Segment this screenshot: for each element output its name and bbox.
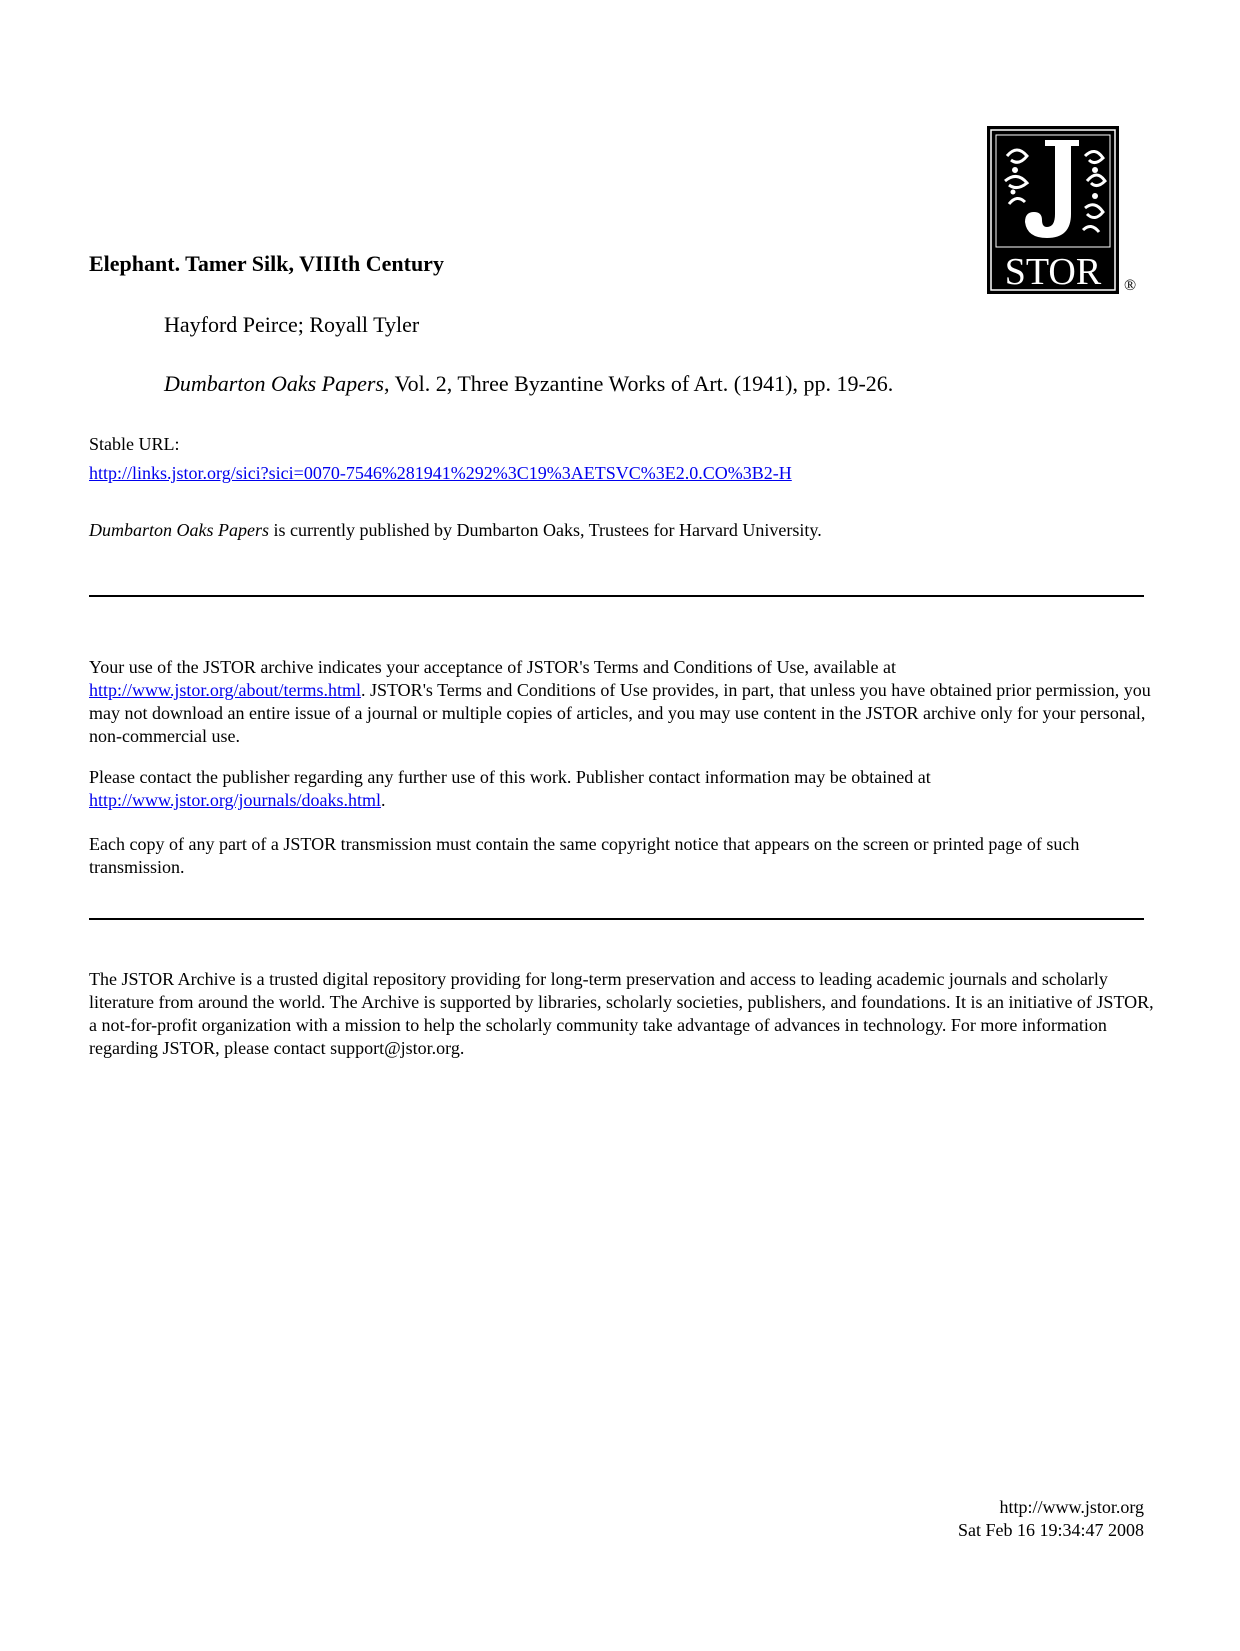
registered-mark: ® bbox=[1124, 277, 1137, 294]
footer-url: http://www.jstor.org bbox=[999, 1497, 1144, 1517]
footer-timestamp: Sat Feb 16 19:34:47 2008 bbox=[957, 1520, 1144, 1540]
publisher-note bbox=[89, 520, 822, 541]
contact-text-before: Please contact the publisher regarding any further use of this work. Publisher contact information may be obtained at bbox=[89, 767, 931, 787]
divider-top bbox=[89, 595, 1144, 597]
citation-journal: Dumbarton Oaks Papers bbox=[164, 371, 384, 396]
contact-text-after: . bbox=[381, 790, 386, 810]
about-paragraph: The JSTOR Archive is a trusted digital repository providing for long-term preservation and access to leading academic journals and scholarly literature from around the world. The Archive is supported by libraries, scholarly societies, publishers, and foundations. It is an initiative of JSTOR, a not-for-profit organization with a mission to help the scholarly community take advantage of advances in technology. For more information regarding JSTOR, please contact support@jstor.org. bbox=[89, 969, 1154, 1058]
stable-url-label: Stable URL: bbox=[89, 434, 180, 454]
divider-bottom bbox=[89, 918, 1144, 920]
publisher-contact-link[interactable]: http://www.jstor.org/journals/doaks.html bbox=[89, 790, 381, 810]
jstor-logo-icon bbox=[987, 126, 1119, 294]
stable-url-link[interactable]: http://links.jstor.org/sici?sici=0070-7546%281941%292%3C19%3AETSVC%3E2.0.CO%3B2-H bbox=[89, 463, 792, 483]
terms-paragraph bbox=[89, 656, 1159, 748]
publisher-journal: Dumbarton Oaks Papers bbox=[89, 520, 269, 540]
terms-text-before: Your use of the JSTOR archive indicates your acceptance of JSTOR's Terms and Conditions of Use, available at bbox=[89, 657, 896, 677]
copyright-paragraph: Each copy of any part of a JSTOR transmission must contain the same copyright notice that appears on the screen or printed page of such transmission. bbox=[89, 834, 1080, 877]
contact-paragraph bbox=[89, 766, 1159, 812]
citation-details: , Vol. 2, Three Byzantine Works of Art. (1941), pp. 19-26. bbox=[384, 371, 894, 396]
terms-link[interactable]: http://www.jstor.org/about/terms.html bbox=[89, 680, 361, 700]
terms-text-after: . JSTOR's Terms and Conditions of Use provides, in part, that unless you have obtained prior permission, you may not download an entire issue of a journal or multiple copies of articles, and you may use content in the JSTOR archive only for your personal, non-commercial use. bbox=[89, 680, 1151, 746]
article-authors: Hayford Peirce; Royall Tyler bbox=[164, 312, 420, 337]
article-citation bbox=[164, 371, 893, 397]
publisher-text: is currently published by Dumbarton Oaks, Trustees for Harvard University. bbox=[269, 520, 822, 540]
article-title: Elephant. Tamer Silk, VIIIth Century bbox=[89, 251, 444, 276]
footer bbox=[958, 1496, 1144, 1542]
jstor-logo-text: STOR bbox=[1004, 251, 1102, 293]
